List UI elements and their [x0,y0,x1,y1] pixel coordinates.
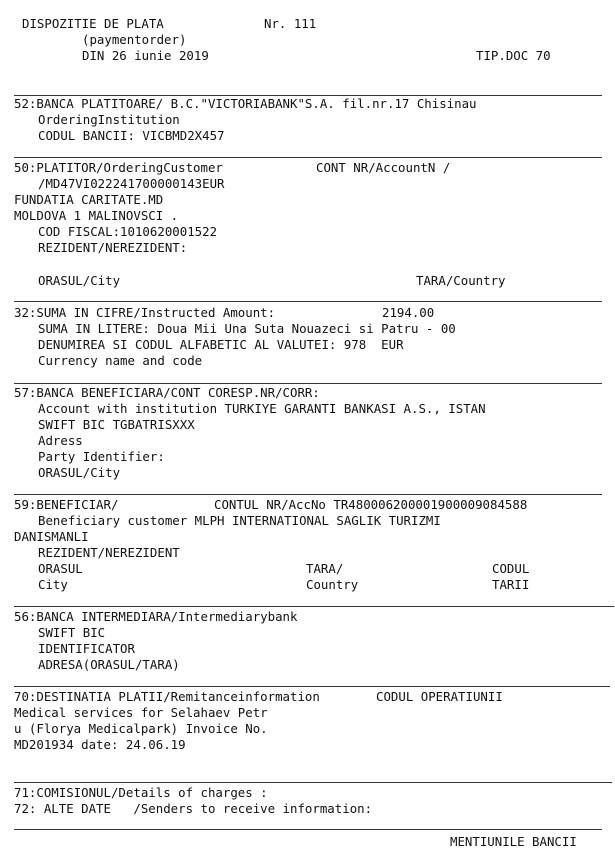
payer-country: TARA/Country [416,273,506,288]
intermediary-address: ADRESA(ORASUL/TARA) [38,657,180,672]
beneficiary-tarii: TARII [492,577,530,592]
remittance-detail: MD201934 date: 24.06.19 [14,737,186,752]
payer-address: MOLDOVA 1 MALINOVSCI . [14,208,179,223]
beneficiary-city: City [38,577,68,592]
amount-in-words: SUMA IN LITERE: Doua Mii Una Suta Nouazeci si Patru - 00 [38,321,456,336]
beneficiary-swift: SWIFT BIC TGBATRISXXX [38,417,195,432]
document-number: Nr. 111 [264,16,317,31]
divider [14,782,612,783]
party-identifier: Party Identifier: [38,449,165,464]
divider [14,606,614,607]
currency-code: DENUMIREA SI CODUL ALFABETIC AL VALUTEI: 978 EUR [38,337,404,352]
divider [14,494,602,495]
other-data: 72: ALTE DATE /Senders to receive information: [14,801,373,816]
ordering-institution-label: OrderingInstitution [38,112,180,127]
document-title: DISPOZITIE DE PLATA [22,16,164,31]
beneficiary-bank-city: ORASUL/City [38,465,121,480]
fiscal-code: COD FISCAL:1010620001522 [38,224,218,239]
ordering-customer-label: 50:PLATITOR/OrderingCustomer [14,160,223,175]
beneficiary-country: Country [306,577,359,592]
intermediary-identifier: IDENTIFICATOR [38,641,135,656]
divider [14,301,602,302]
amount-value: 2194.00 [382,305,435,320]
currency-label: Currency name and code [38,353,203,368]
intermediary-swift: SWIFT BIC [38,625,106,640]
intermediary-bank-label: 56:BANCA INTERMEDIARA/Intermediarybank [14,609,298,624]
charges-details: 71:COMISIONUL/Details of charges : [14,785,268,800]
beneficiary-bank-address: Adress [38,433,83,448]
remittance-detail: Medical services for Selahaev Petr [14,705,268,720]
beneficiary-tara: TARA/ [306,561,344,576]
beneficiary-account: CONTUL NR/AccNo TR480006200001900009084588 [214,497,528,512]
document-date: DIN 26 iunie 2019 [82,48,209,63]
beneficiary-orasul: ORASUL [38,561,83,576]
divider [14,829,602,830]
document-type: TIP.DOC 70 [476,48,551,63]
payer-account: /MD47VI022241700000143EUR [38,176,225,191]
document-subtitle: (paymentorder) [82,32,187,47]
resident-status: REZIDENT/NEREZIDENT: [38,240,188,255]
divider [14,686,610,687]
amount-label: 32:SUMA IN CIFRE/Instructed Amount: [14,305,276,320]
divider [14,383,602,384]
operation-code-label: CODUL OPERATIUNII [376,689,503,704]
payer-city: ORASUL/City [38,273,121,288]
beneficiary-label: 59:BENEFICIAR/ [14,497,119,512]
bank-notes-label: MENTIUNILE BANCII [450,834,577,849]
beneficiary-customer-cont: DANISMANLI [14,529,89,544]
beneficiary-bank-label: 57:BANCA BENEFICIARA/CONT CORESP.NR/CORR: [14,385,320,400]
account-label: CONT NR/AccountN / [316,160,451,175]
beneficiary-customer: Beneficiary customer MLPH INTERNATIONAL SAGLIK TURIZMI [38,513,441,528]
divider [14,157,602,158]
beneficiary-resident: REZIDENT/NEREZIDENT [38,545,180,560]
ordering-institution-line: 52:BANCA PLATITOARE/ B.C."VICTORIABANK"S.A. fil.nr.17 Chisinau [14,96,477,111]
remittance-label: 70:DESTINATIA PLATII/Remitanceinformation [14,689,320,704]
bank-code: CODUL BANCII: VICBMD2X457 [38,128,225,143]
beneficiary-institution: Account with institution TURKIYE GARANTI BANKASI A.S., ISTAN [38,401,486,416]
remittance-detail: u (Florya Medicalpark) Invoice No. [14,721,268,736]
beneficiary-codul: CODUL [492,561,530,576]
payer-name: FUNDATIA CARITATE.MD [14,192,164,207]
